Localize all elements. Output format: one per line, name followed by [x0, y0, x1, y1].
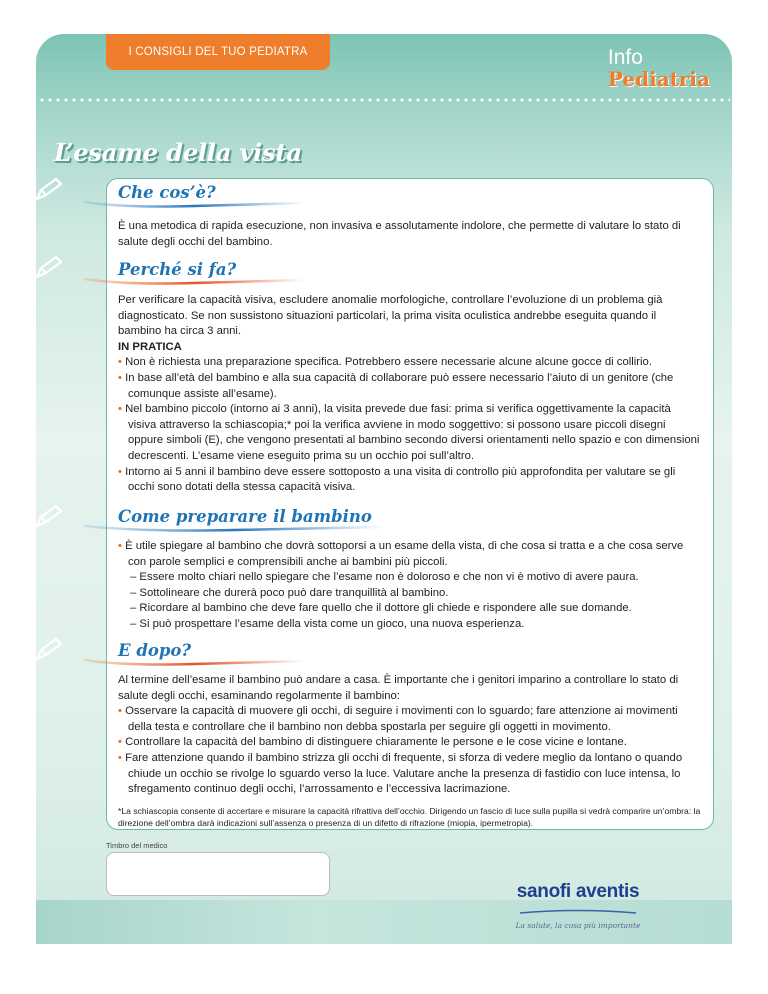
- heading-underline: [84, 658, 304, 668]
- section-heading-e-dopo: E dopo?: [118, 641, 192, 660]
- logo-tagline: La salute, la cosa più importante: [515, 921, 641, 930]
- pencil-icon: [34, 636, 64, 662]
- paragraph: È una metodica di rapida esecuzione, non invasiva e assolutamente indolore, che permette di valutare lo stato di salute degli occhi del bambino.: [118, 220, 681, 248]
- sanofi-aventis-logo: [508, 882, 648, 932]
- list-item: • In base all’età del bambino e alla sua capacità di collaborare può essere necessario l’aiuto di un genitore (che comunque assiste all’esame).: [118, 371, 674, 400]
- list-item: – Essere molto chiari nello spiegare che l’esame non è doloroso e che non vi è motivo di avere paura.: [130, 571, 639, 584]
- section-heading-perche: Perché si fa?: [118, 260, 237, 279]
- list-item: • Non è richiesta una preparazione specifica. Potrebbero essere necessarie alcune alcune gocce di collirio.: [118, 356, 652, 369]
- subheading: IN PRATICA: [118, 340, 182, 353]
- logo-swoosh: [518, 909, 638, 915]
- brand-line1: Info: [607, 46, 643, 69]
- section-text-che-cose: [118, 219, 702, 250]
- pencil-icon: [34, 176, 64, 202]
- paragraph: Al termine dell’esame il bambino può andare a casa. È importante che i genitori imparino a controllare lo stato di salute degli occhi, esaminando regolarmente il bambino:: [118, 674, 679, 702]
- section-heading-come-preparare: Come preparare il bambino: [118, 507, 372, 526]
- list-item: • Osservare la capacità di muovere gli occhi, di seguire i movimenti con lo sguardo; fare attenzione ai movimenti della testa e controllare che il bambino non debba spostarla per seguire gli oggetti in movimento.: [118, 705, 678, 733]
- brand-line2: Pediatria: [607, 67, 710, 91]
- heading-underline: [84, 200, 304, 210]
- list-item: • Fare attenzione quando il bambino strizza gli occhi di frequente, si sforza di vedere meglio da lontano o quando chiude un occhio se rivolge lo sguardo verso la luce. Valutare anche la presenza di fastidio con luce intensa, lo sfregamento continuo degli occhi, l’arrossamento e l’eccessiva lacrimazione.: [118, 751, 683, 796]
- logo-name: sanofi aventis: [516, 881, 640, 902]
- section-text-perche: [118, 293, 702, 496]
- section-text-come-preparare: [118, 539, 702, 633]
- header-tab: I CONSIGLI DEL TUO PEDIATRA: [106, 34, 330, 70]
- info-pediatria-logo: [608, 48, 710, 90]
- pencil-icon: [34, 254, 64, 280]
- stamp-label: Timbro del medico: [106, 841, 168, 850]
- list-item: – Si può prospettare l’esame della vista come un gioco, una nuova esperienza.: [130, 617, 525, 630]
- list-item: – Ricordare al bambino che deve fare quello che il dottore gli chiede e rispondere alle sue domande.: [130, 602, 632, 615]
- list-item: • Controllare la capacità del bambino di distinguere chiaramente le persone e le cose vicine e lontane.: [118, 736, 627, 749]
- stamp-box: [106, 852, 330, 896]
- dotted-divider: [38, 98, 730, 102]
- section-heading-che-cose: Che cos’è?: [118, 183, 216, 202]
- section-text-e-dopo: [118, 673, 702, 829]
- list-item: • Intorno ai 5 anni il bambino deve essere sottoposto a una visita di controllo più approfondita per valutare se gli occhi sono dotati della stessa capacità visiva.: [118, 465, 676, 494]
- page-title: L’esame della vista: [54, 138, 302, 167]
- list-item: • È utile spiegare al bambino che dovrà sottoporsi a un esame della vista, di che cosa si tratta e a che cosa serve con parole semplici e comprensibili anche ai bambini più piccoli.: [118, 540, 684, 568]
- footnote: *La schiascopia consente di accertare e misurare la capacità rifrattiva dell’occhio. Dirigendo un fascio di luce sulla pupilla si vedrà comparire un’ombra: la direzione dell’ombra darà indicazioni sull’assenza o presenza di un difetto di rifrazione (miopia, ipermetropia).: [118, 805, 701, 828]
- pencil-icon: [34, 503, 64, 529]
- heading-underline: [84, 277, 304, 287]
- heading-underline: [84, 524, 384, 534]
- list-item: – Sottolineare che durerà poco può dare tranquillità al bambino.: [130, 586, 449, 599]
- list-item: • Nel bambino piccolo (intorno ai 3 anni), la visita prevede due fasi: prima si verifica oggettivamente la capacità visiva attraverso la schiascopia;* poi la verifica avviene in modo soggettivo: si possono usare piccoli disegni oppure simboli (E), che vengono presentati al bambino secondo diversi orientamenti nello spazio e con dimensioni decrescenti. L’esame viene eseguito prima su un occhio poi sull’altro.: [118, 403, 700, 462]
- paragraph: Per verificare la capacità visiva, escludere anomalie morfologiche, controllare l’evoluzione di un problema già diagnosticato. Se non sussistono situazioni particolari, la prima visita oculistica andrebbe eseguita quando il bambino ha circa 3 anni.: [118, 294, 663, 338]
